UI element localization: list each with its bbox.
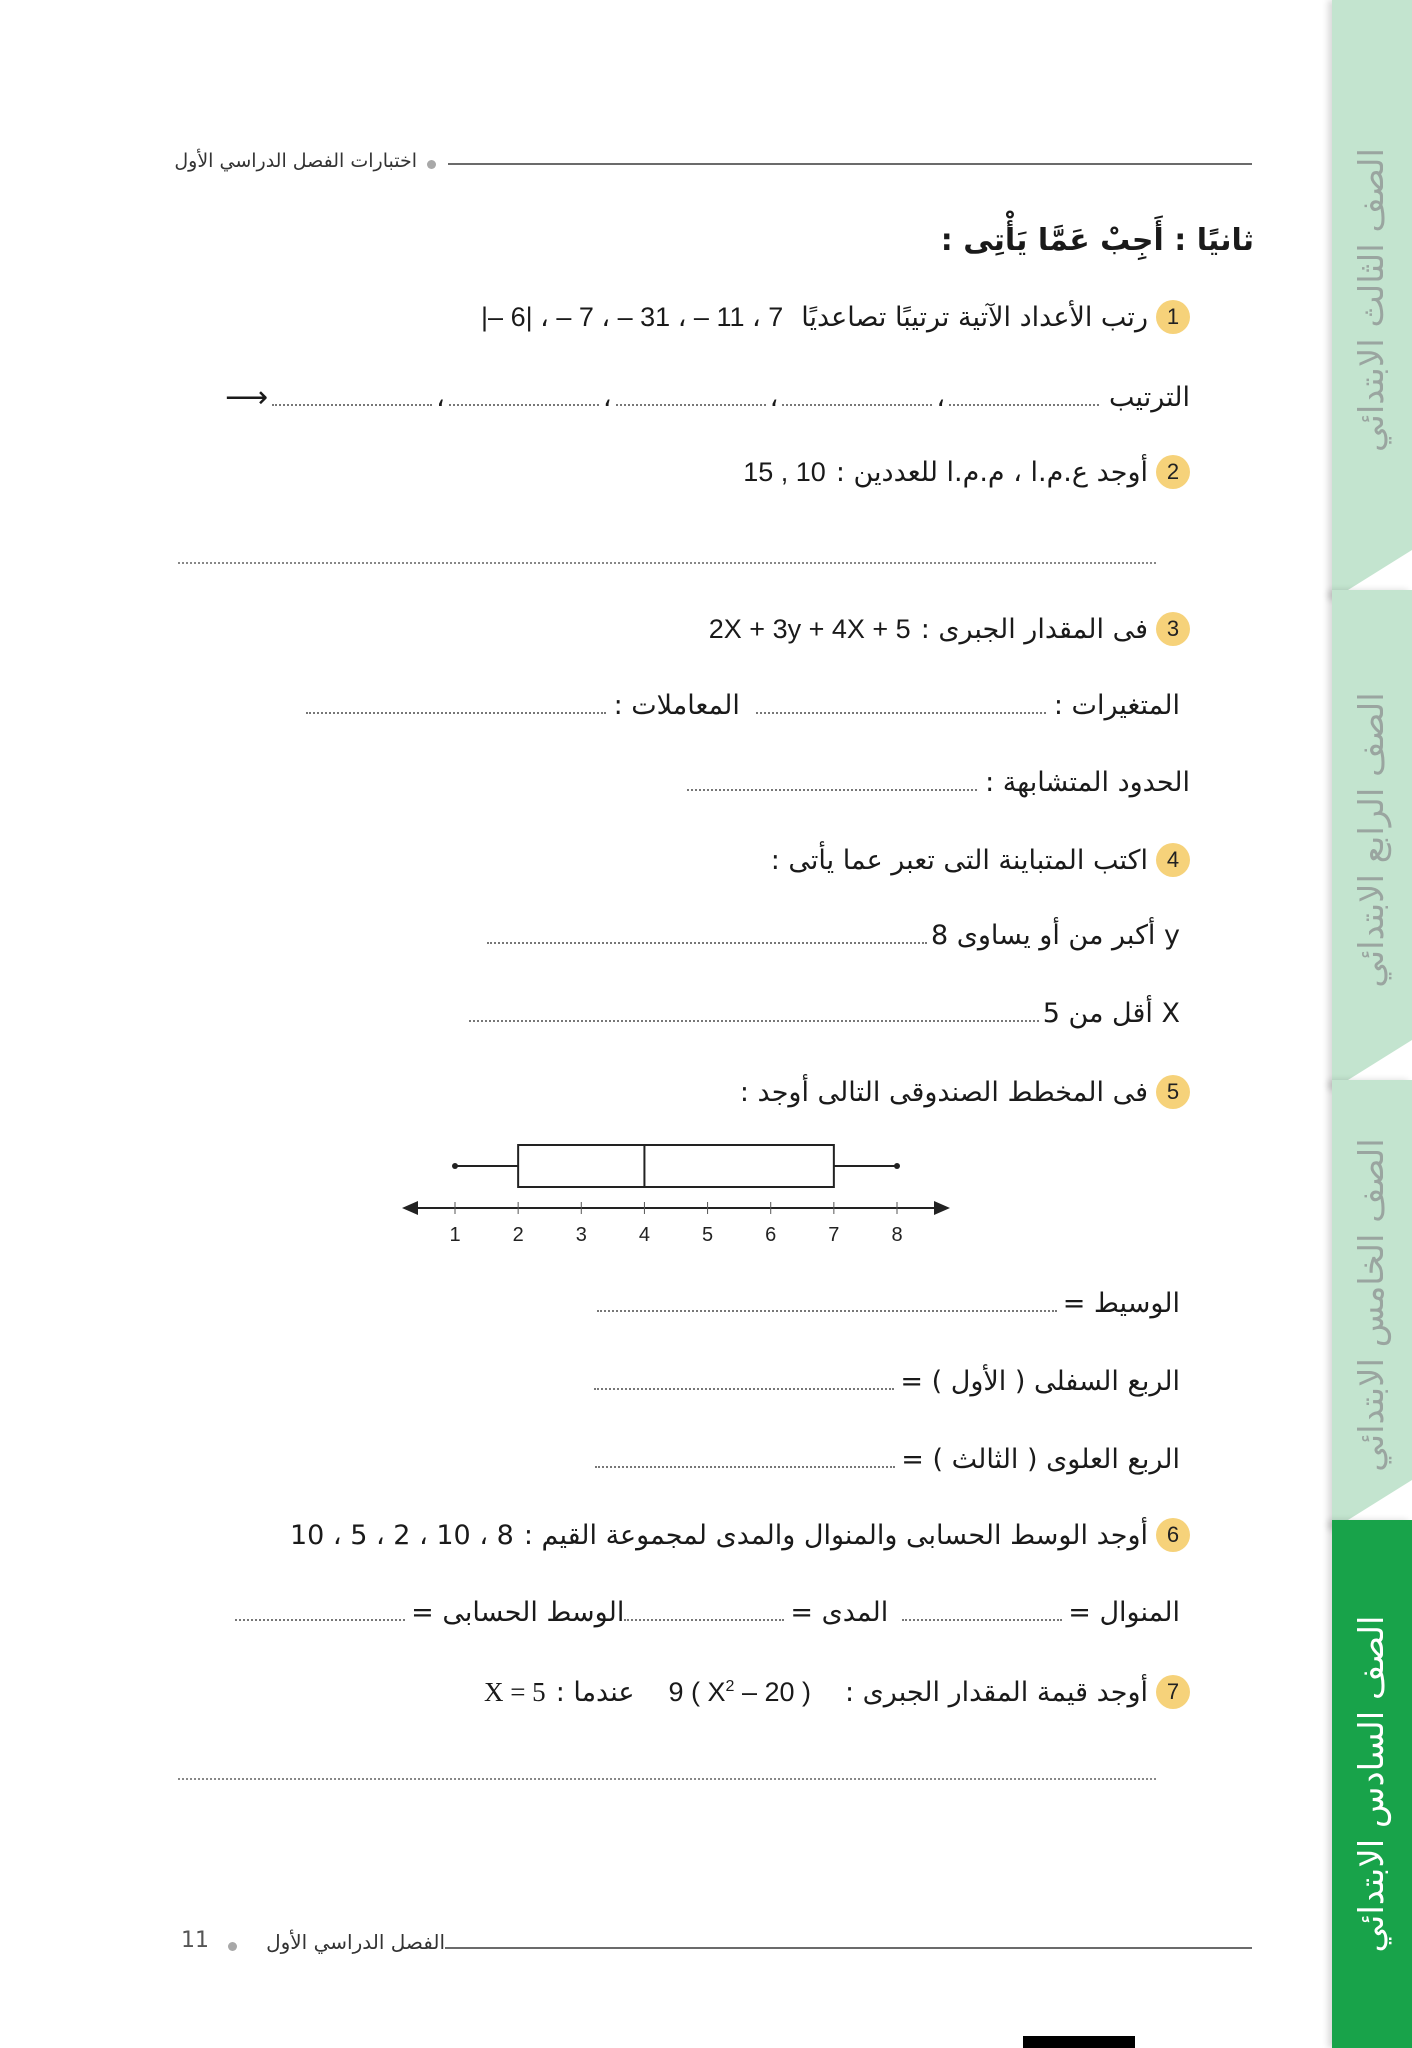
like-terms-row (687, 767, 1190, 798)
separator: ، (936, 382, 946, 413)
mean-label: الوسط الحسابى = (411, 1597, 625, 1628)
side-tab-grade-4[interactable] (1332, 590, 1412, 1090)
question-text: اكتب المتباينة التى تعبر عما يأتى : (770, 844, 1148, 876)
separator: ، (769, 382, 779, 413)
question-text: أوجد قيمة المقدار الجبرى : (844, 1676, 1148, 1708)
header-title: اختبارات الفصل الدراسي الأول (174, 150, 417, 172)
question-7 (484, 1675, 1190, 1709)
axis-tick-label: 8 (891, 1224, 903, 1246)
axis-tick-label: 2 (512, 1224, 524, 1246)
upper-quartile-row (595, 1444, 1180, 1475)
questions-area (170, 0, 1190, 2048)
inequality-blank[interactable] (487, 942, 927, 944)
axis-tick-label: 3 (575, 1224, 587, 1246)
question-2 (743, 455, 1190, 489)
question-values: 8 ، 10 ، 2 ، 5 ، 10 (289, 1519, 514, 1551)
separator: ، (436, 382, 445, 413)
question-6 (290, 1518, 1190, 1552)
side-tab-label: الصف الثالث الابتدائي (1352, 148, 1392, 452)
footer-title: الفصل الدراسي الأول (266, 1930, 445, 1954)
section-title: ثانيًا : أَجِبْ عَمَّا يَأْتِى : (940, 223, 1254, 258)
inequality-text: y أكبر من أو يساوى 8 (930, 920, 1180, 951)
separator: ، (602, 382, 612, 413)
question-values: 7 ، 11 – ، 31 – ، 7 – ، |6 –| (481, 301, 784, 332)
question-number-badge: 3 (1156, 612, 1190, 646)
axis-arrow-left-icon (402, 1201, 418, 1215)
mode-label: المنوال = (1068, 1597, 1180, 1628)
footer-rule (445, 1947, 1252, 1949)
question-text: فى المخطط الصندوقى التالى أوجد : (739, 1076, 1148, 1108)
ordering-answer-row (225, 380, 1190, 415)
variables-blank[interactable] (756, 712, 1046, 714)
answer-blank[interactable] (782, 404, 932, 406)
question-number-badge: 1 (1156, 300, 1190, 334)
page-edge-mark (1023, 2036, 1135, 2048)
side-tab-grade-5[interactable] (1332, 1080, 1412, 1530)
question-3 (709, 612, 1190, 646)
expression-prefix: 9 ( X (668, 1676, 726, 1707)
question-number-badge: 6 (1156, 1518, 1190, 1552)
condition-value: X = 5 (483, 1676, 546, 1707)
answer-blank[interactable] (178, 562, 1156, 564)
arrow-right-icon: ⟶ (225, 380, 269, 415)
lower-quartile-label: الربع السفلى ( الأول ) = (900, 1366, 1180, 1397)
expression-exponent: 2 (725, 1677, 735, 1695)
median-label: الوسيط = (1062, 1288, 1180, 1319)
page-number: 11 (181, 1928, 209, 1953)
axis-tick-label: 7 (828, 1224, 840, 1246)
answer-blank[interactable] (449, 404, 599, 406)
inequality-blank[interactable] (469, 1020, 1039, 1022)
question-values: 15 , 10 (743, 456, 826, 487)
min-point (452, 1163, 458, 1169)
question-5 (740, 1075, 1190, 1109)
range-blank[interactable] (624, 1619, 784, 1621)
variables-label: المتغيرات : (1053, 690, 1180, 721)
inequality-text: X أقل من 5 (1042, 998, 1180, 1029)
median-row (597, 1288, 1180, 1319)
question-text: رتب الأعداد الآتية ترتيبًا تصاعديًا (801, 301, 1148, 333)
side-tab-grade-6[interactable] (1332, 1520, 1412, 2048)
question-text: أوجد الوسط الحسابى والمنوال والمدى لمجموعة القيم : (523, 1519, 1148, 1551)
question-1 (481, 300, 1190, 334)
mode-blank[interactable] (902, 1619, 1062, 1621)
upper-quartile-label: الربع العلوى ( الثالث ) = (901, 1444, 1180, 1475)
expression-suffix: – 20 ) (734, 1676, 811, 1707)
side-tab-grade-3[interactable] (1332, 0, 1412, 600)
side-tab-label: الصف الرابع الابتدائي (1352, 692, 1392, 988)
axis-arrow-right-icon (934, 1201, 950, 1215)
condition-label: عندما : (555, 1676, 635, 1708)
side-tab-label: الصف السادس الابتدائي (1352, 1615, 1392, 1953)
like-terms-label: الحدود المتشابهة : (985, 767, 1190, 798)
question-number-badge: 2 (1156, 455, 1190, 489)
axis-tick-label: 4 (638, 1224, 650, 1246)
question-number-badge: 7 (1156, 1675, 1190, 1709)
answer-blank[interactable] (616, 404, 766, 406)
lower-quartile-blank[interactable] (594, 1388, 894, 1390)
coefficients-blank[interactable] (306, 712, 606, 714)
answer-blank[interactable] (178, 1778, 1156, 1780)
ordering-label: الترتيب (1109, 382, 1190, 413)
median-blank[interactable] (597, 1310, 1057, 1312)
footer-bullet-icon (228, 1942, 237, 1951)
algebraic-expression (669, 1677, 811, 1708)
mean-blank[interactable] (235, 1619, 405, 1621)
variables-coefficients-row (306, 690, 1180, 721)
axis-tick-label: 6 (765, 1224, 777, 1246)
answer-blank[interactable] (272, 404, 432, 406)
interquartile-box (518, 1145, 834, 1187)
upper-quartile-blank[interactable] (595, 1466, 895, 1468)
inequality-item (487, 920, 1180, 951)
answer-blank[interactable] (949, 404, 1099, 406)
question-number-badge: 4 (1156, 843, 1190, 877)
max-point (894, 1163, 900, 1169)
axis-tick-label: 1 (449, 1224, 461, 1246)
coefficients-label: المعاملات : (613, 690, 740, 721)
box-plot-chart (400, 1135, 970, 1250)
algebraic-expression: 2X + 3y + 4X + 5 (708, 613, 911, 644)
question-number-badge: 5 (1156, 1075, 1190, 1109)
side-tab-label: الصف الخامس الابتدائي (1352, 1138, 1392, 1472)
range-label: المدى = (790, 1597, 889, 1628)
mode-range-mean-row (235, 1597, 1180, 1628)
axis-tick-label: 5 (702, 1224, 714, 1246)
question-text: أوجد ع.م.ا ، م.م.ا للعددين : (835, 456, 1148, 488)
like-terms-blank[interactable] (687, 789, 977, 791)
question-text: فى المقدار الجبرى : (920, 613, 1148, 645)
question-4 (771, 843, 1190, 877)
lower-quartile-row (594, 1366, 1180, 1397)
inequality-item (469, 998, 1180, 1029)
